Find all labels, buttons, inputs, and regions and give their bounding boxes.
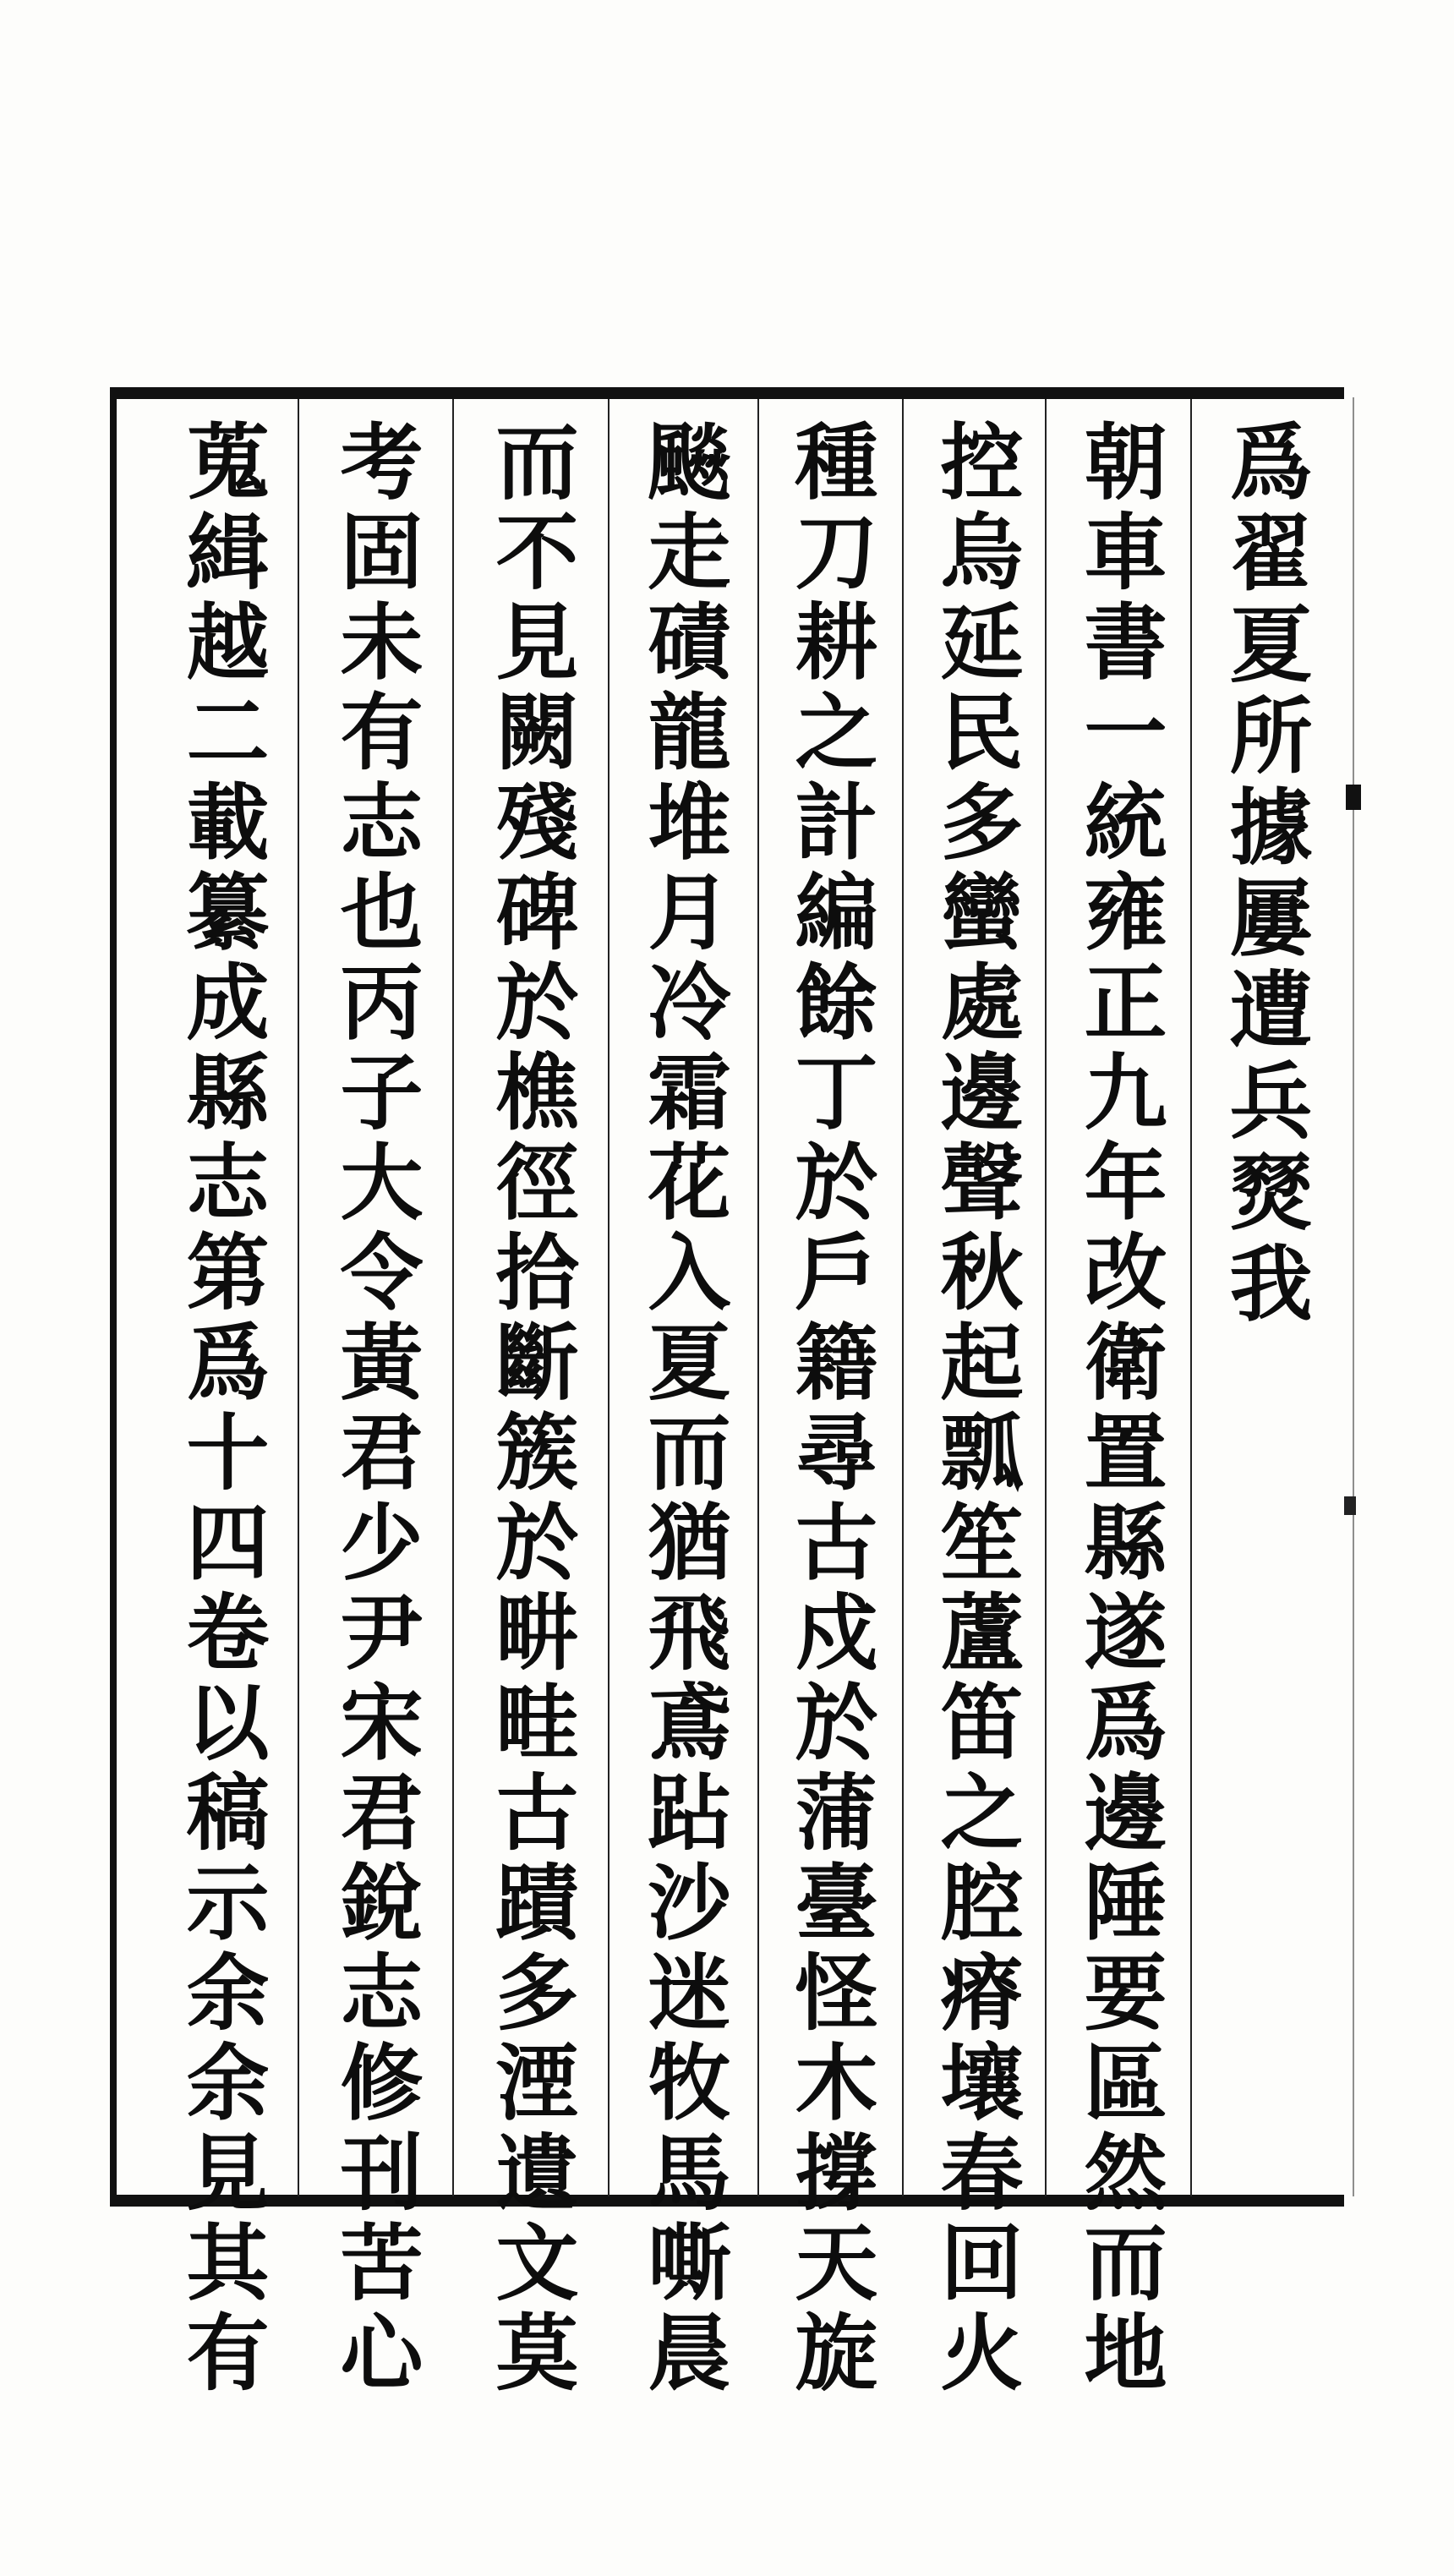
column-divider <box>452 399 454 2196</box>
column-divider <box>608 399 609 2196</box>
column-divider <box>757 399 759 2196</box>
edge-mark <box>1346 785 1361 810</box>
text-column-5: 飈走磧龍堆月冷霜花入夏而猶飛鳶跕沙迷牧馬嘶晨 <box>634 418 731 2399</box>
text-column-7: 考固未有志也丙子大令黃君少尹宋君銳志修刊苦心 <box>326 418 424 2399</box>
text-column-8: 蒐緝越二載纂成縣志第爲十四卷以稿示余余見其有 <box>172 418 270 2399</box>
column-divider <box>902 399 904 2196</box>
column-divider <box>1190 399 1192 2196</box>
text-column-2: 朝車書一統雍正九年改衛置縣遂爲邊陲要區然而地 <box>1070 418 1167 2399</box>
column-divider <box>298 399 299 2196</box>
column-divider <box>1045 399 1047 2196</box>
text-column-4: 種刀耕之計編餘丁於戶籍尋古戍於蒲臺怪木撐天旋 <box>781 418 878 2399</box>
text-column-3: 控烏延民多蠻處邊聲秋起瓢笙蘆笛之腔瘠壤春回火 <box>927 418 1024 2399</box>
text-column-6: 而不見闕殘碑於樵徑拾斷簇於畊畦古蹟多湮遺文莫 <box>482 418 579 2399</box>
right-edge-line <box>1353 397 1354 2196</box>
edge-mark-lower <box>1344 1496 1356 1515</box>
text-column-1: 爲翟夏所據屢遭兵燹我 <box>1216 418 1313 1332</box>
